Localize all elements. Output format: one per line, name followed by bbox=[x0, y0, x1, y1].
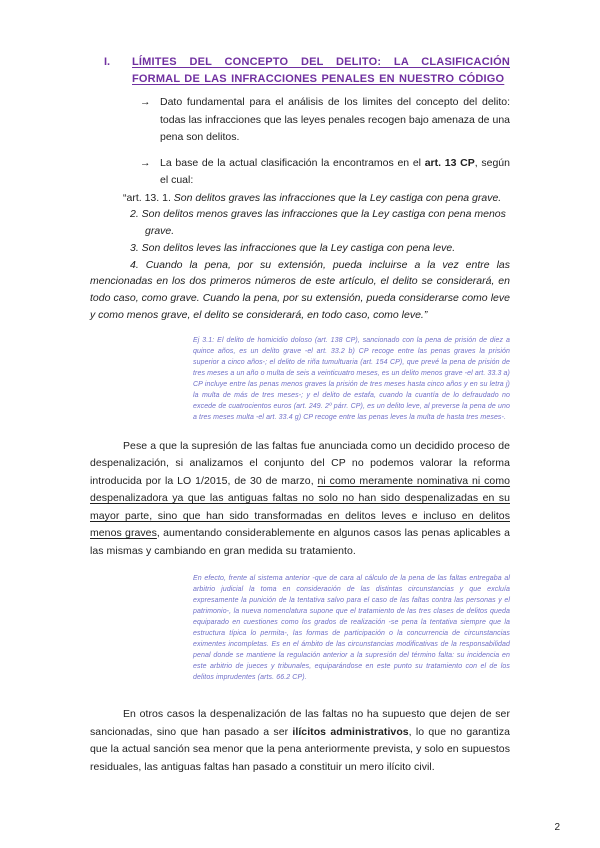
bullet-item-2 bbox=[90, 155, 510, 190]
bullet-text-2-bold: art. 13 CP bbox=[424, 156, 475, 169]
quote-intro: “art. 13. 1. bbox=[123, 191, 174, 204]
paragraph-1-post: , aumentando considerablemente en algunos casos las penas aplicables a las mismas y cambiando en gran medida su tratamiento. bbox=[90, 527, 510, 557]
paragraph-ilicitos bbox=[90, 706, 510, 776]
paragraph-1-underlined: ni como meramente nominativa ni como despenalizadora ya que las antiguas faltas no solo no han sido despenalizadas en su mayor parte, sino que han sido transformadas en delitos leves e incluso en delitos menos graves bbox=[90, 474, 511, 540]
page-number: 2 bbox=[554, 822, 560, 833]
example-block-1: Ej 3.1: El delito de homicidio doloso (art. 138 CP), sancionado con la pena de prisión de diez a quince años, es un delito grave -el art. 33.2 b) CP recoge entre las penas graves la prisión superior a cinco años-; el delito de riña tumultuaria (art. 154 CP), que prevé la pena de prisión de tres meses a un año o multa de seis a veinticuatro meses, es un delito menos grave -el art. 33.3 a) CP incluye entre las penas menos graves la prisión de tres meses hasta cinco años y en su letra j) la multa de más de tres meses-; y el delito de estafa, cuando la cuantía de lo defraudado no excede de cuatrocientos euros (art. 249. 2º párr. CP), es un delito leve, al preverse la pena de uno a tres meses multa -el art. 33.4 g) CP recoge entre las penas leves la multa de hasta tres meses-. bbox=[193, 336, 510, 421]
bullet-item-1 bbox=[90, 94, 510, 147]
paragraph-2-bold: ilícitos administrativos bbox=[292, 725, 409, 738]
bullet-text-1: Dato fundamental para el análisis de los limites del concepto del delito: todas las infracciones que las leyes penales recogen bajo amenaza de una pena son delitos. bbox=[160, 96, 510, 143]
bullet-text-2 bbox=[160, 155, 510, 190]
quote-item-3: 3. Son delitos leves las infracciones que la Ley castiga con pena leve. bbox=[130, 241, 456, 254]
section-numeral: I. bbox=[104, 56, 111, 68]
article-13-quote bbox=[90, 190, 510, 324]
bullet-text-2-pre: La base de la actual clasificación la encontramos en el bbox=[160, 156, 425, 169]
quote-item-2: 2. Son delitos menos graves las infracciones que la Ley castiga con pena menos grave. bbox=[130, 208, 506, 238]
quote-item-4: 4. Cuando la pena, por su extensión, pueda incluirse a la vez entre las mencionadas en los dos primeros números de este artículo, el delito se considerará, en todo caso, como grave. Cuando la pena, por su extensión, pueda considerarse como leve y como menos grave, el delito se considerará, en todo caso, como leve.” bbox=[90, 258, 510, 322]
example-block-2: En efecto, frente al sistema anterior -que de cara al cálculo de la pena de las faltas entregaba al arbitrio judicial la toma en consideración de las distintas circunstancias y que excluía expresamente la punición de la tentativa salvo para el caso de las faltas contra las personas y el patrimonio-, la nueva nomenclatura supone que el tratamiento de las tres clases de delitos queda equiparado en cuestiones como los grados de realización -se pena la tentativa siempre que la estructura típica lo permita-, las formas de participación o la concurrencia de circunstancias eximentes incompletas. Es en el ámbito de las circunstancias modificativas de la responsabilidad penal donde se mantiene la regulación anterior a la supresión del término falta: su incidencia en este arbitrio de jueces y tribunales, equiparándose en este punto su tratamiento con el de los delitos imprudentes (arts. 66.2 CP). bbox=[193, 575, 510, 682]
paragraph-despenalizacion bbox=[90, 438, 510, 561]
paragraph-2-post: , lo que no garantiza que la actual sanción sea menor que la pena anteriormente prevista, y solo en supuestos residuales, las antiguas faltas han pasado a constituir un mero ilícito civil. bbox=[90, 725, 511, 773]
paragraph-1-pre: Pese a que la supresión de las faltas fue anunciada como un decidido proceso de despenalización, si analizamos el conjunto del CP no podemos valorar la reforma introducida por la LO 1/2015, de 30 de marzo, bbox=[90, 439, 510, 487]
arrow-icon: → bbox=[140, 156, 151, 169]
section-heading bbox=[90, 54, 510, 88]
quote-item-1-text: Son delitos graves las infracciones que la Ley castiga con pena grave. bbox=[173, 191, 502, 204]
quote-item-1 bbox=[90, 190, 510, 207]
page-content bbox=[90, 54, 510, 776]
section-title: LÍMITES DEL CONCEPTO DEL DELITO: LA CLASIFICACIÓN FORMAL DE LAS INFRACCIONES PENALES EN NUESTRO CÓDIGO bbox=[132, 56, 510, 85]
arrow-icon: → bbox=[140, 96, 151, 108]
paragraph-2-pre: En otros casos la despenalización de las faltas no ha supuesto que dejen de ser sancionadas, sino que han pasado a ser bbox=[90, 708, 510, 738]
bullet-text-2-post: , según el cual: bbox=[160, 156, 510, 186]
